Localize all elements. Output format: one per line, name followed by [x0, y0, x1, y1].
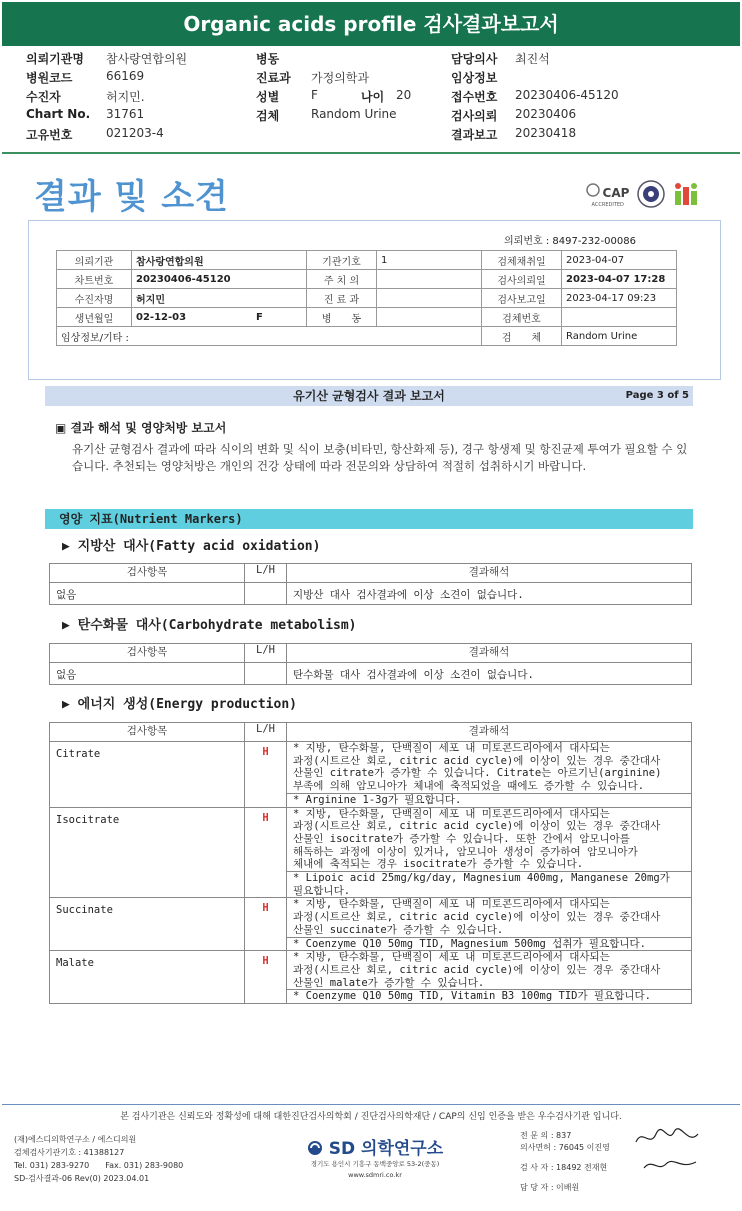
- cell: 진 료 과: [307, 289, 377, 308]
- col-lh: L/H: [245, 564, 287, 583]
- cap-text: CAP: [602, 185, 630, 200]
- energy-title: ▶ 에너지 생성(Energy production): [62, 697, 297, 712]
- label: 임상정보: [451, 71, 498, 85]
- label: 진료과: [256, 71, 291, 85]
- col-result: 결과해석: [287, 644, 692, 663]
- energy-table: [49, 722, 692, 1004]
- fatty-table: [49, 563, 692, 605]
- cell: 병 동: [307, 308, 377, 327]
- label: 고유번호: [26, 128, 73, 142]
- label: 병동: [256, 52, 280, 66]
- request-number: 의뢰번호 : 8497-232-00086: [504, 236, 636, 247]
- cell: Random Urine: [562, 327, 677, 346]
- col-lh: L/H: [245, 723, 287, 742]
- value: 021203-4: [106, 126, 164, 140]
- label: 담당의사: [451, 52, 498, 66]
- divider: [2, 152, 740, 154]
- label: 접수번호: [451, 90, 498, 104]
- label: 검체: [256, 109, 280, 123]
- item: Citrate: [50, 742, 245, 808]
- col-result: 결과해석: [287, 564, 692, 583]
- section-text: 유기산 균형검사 결과에 따라 식이의 변화 및 식이 보충(비타민, 항산화제 등), 경구 항생제 및 항진균제 투여가 필요할 수 있습니다. 추천되는 영양처방은 개인의 건강 상태에 따라 전문의와 상담하여 적절히 섭취하시기 바랍니다.: [72, 442, 688, 473]
- cell: [377, 270, 482, 289]
- cell: 검체번호: [482, 308, 562, 327]
- item: Malate: [50, 951, 245, 1004]
- footer-line: 검 사 자 : 18492 전재현: [520, 1163, 608, 1172]
- cell: 검사의뢰일: [482, 270, 562, 289]
- birthdate: 02-12-03: [136, 311, 187, 323]
- value: 허지민.: [106, 90, 145, 104]
- cell: 기관기호: [307, 251, 377, 270]
- value: 66169: [106, 69, 145, 83]
- footer-line: 담 당 자 : 이배원: [520, 1183, 580, 1192]
- result-rx: * Coenzyme Q10 50mg TID, Vitamin B3 100mg TID가 필요합니다.: [287, 990, 692, 1004]
- cell: 20230406-45120: [132, 270, 307, 289]
- cell: [377, 289, 482, 308]
- cell: 검 체: [482, 327, 562, 346]
- company-address: 경기도 용인시 기흥구 동백중앙로 53-2(중동): [310, 1160, 440, 1168]
- cell: [377, 308, 482, 327]
- value: 20230406: [515, 107, 577, 121]
- value: 20230418: [515, 126, 577, 140]
- cell: [132, 308, 307, 327]
- footer-note: 본 검사기관은 신뢰도와 정확성에 대해 대한진단검사의학회 / 진단검사의학재단 / CAP의 신임 인증을 받은 우수검사기관 입니다.: [120, 1112, 622, 1122]
- value: 최진석: [515, 52, 550, 66]
- col-item: 검사항목: [50, 644, 245, 663]
- sd-logo-icon: [307, 1140, 323, 1156]
- company-web: www.sdmri.co.kr: [348, 1171, 402, 1179]
- value: 20230406-45120: [515, 88, 619, 102]
- label: 검사의뢰: [451, 109, 498, 123]
- footer-center: [300, 1134, 450, 1181]
- cell: 수진자명: [57, 289, 132, 308]
- accreditation-logos: [586, 180, 699, 212]
- section-heading: ▣ 결과 해석 및 영양처방 보고서: [55, 421, 227, 435]
- results-title: 결과 및 소견: [34, 177, 229, 217]
- footer-line: Tel. 031) 283-9270 Fax. 031) 283-9080: [14, 1161, 184, 1170]
- label: 나이: [361, 90, 385, 104]
- col-lh: L/H: [245, 644, 287, 663]
- cell: 의뢰기관: [57, 251, 132, 270]
- footer-line: 전 문 의 : 837: [520, 1131, 572, 1140]
- cell: 참사랑연합의원: [132, 251, 307, 270]
- company-logo: [300, 1134, 450, 1159]
- value: F: [311, 88, 318, 102]
- col-result: 결과해석: [287, 723, 692, 742]
- lh: [245, 583, 287, 605]
- cell: 검사보고일: [482, 289, 562, 308]
- result-rx: * Arginine 1-3g가 필요합니다.: [287, 793, 692, 807]
- company-name: SD 의학연구소: [328, 1139, 444, 1159]
- footer-right: [520, 1130, 610, 1194]
- result-rx: * Coenzyme Q10 50mg TID, Magnesium 500mg 섭취가 필요합니다.: [287, 937, 692, 951]
- value: 31761: [106, 107, 145, 121]
- footer-line: 의사면허 : 76045 이진영: [520, 1143, 610, 1152]
- signature-icon: [632, 1126, 702, 1150]
- sex: F: [256, 311, 263, 323]
- label: 병원코드: [26, 71, 73, 85]
- cap-sub: ACCREDITED: [591, 201, 624, 208]
- footer-divider: [2, 1104, 740, 1105]
- value: Random Urine: [311, 107, 397, 121]
- label: Chart No.: [26, 107, 91, 121]
- result: 탄수화물 대사 검사결과에 이상 소견이 없습니다.: [287, 663, 692, 685]
- result-desc: * 지방, 탄수화물, 단백질이 세포 내 미토콘드리아에서 대사되는 과정(시트르산 회로, citric acid cycle)에 이상이 있는 경우 중간대사 산물인 citrate가 증가할 수 있습니다. Citrate는 아르기닌(arginine) 부족에 의해 암모니아가 체내에 축적되었을 때에도 증가할 수 있습니다.: [287, 742, 692, 794]
- cell: 주 치 의: [307, 270, 377, 289]
- result: 지방산 대사 검사결과에 이상 소견이 없습니다.: [287, 583, 692, 605]
- cell: 차트번호: [57, 270, 132, 289]
- band-title: 유기산 균형검사 결과 보고서: [293, 389, 445, 403]
- label: 결과보고: [451, 128, 498, 142]
- cell: 생년월일: [57, 308, 132, 327]
- footer-left: [14, 1133, 183, 1185]
- lab-logo-icon: [673, 181, 699, 211]
- lh: H: [245, 951, 287, 1004]
- cell: 허지민: [132, 289, 307, 308]
- page-indicator: Page 3 of 5: [625, 390, 689, 401]
- cell: [562, 308, 677, 327]
- cap-logo-icon: [586, 183, 629, 210]
- carb-title: ▶ 탄수화물 대사(Carbohydrate metabolism): [62, 618, 357, 633]
- fatty-title: ▶ 지방산 대사(Fatty acid oxidation): [62, 539, 321, 554]
- lh: H: [245, 742, 287, 808]
- cell: 임상정보/기타 :: [57, 327, 482, 346]
- footer-line: SD-검사결과-06 Rev(0) 2023.04.01: [14, 1174, 150, 1183]
- lh: H: [245, 807, 287, 898]
- lh: H: [245, 898, 287, 951]
- cell: 검체채취일: [482, 251, 562, 270]
- value: 참사랑연합의원: [106, 52, 188, 66]
- nutrient-band: 영양 지표(Nutrient Markers): [45, 509, 693, 529]
- carb-table: [49, 643, 692, 685]
- cell: 1: [377, 251, 482, 270]
- value: 20: [396, 88, 412, 102]
- item: 없음: [50, 583, 245, 605]
- seal-icon: [637, 180, 665, 212]
- item: Succinate: [50, 898, 245, 951]
- footer-line: 검체검사기관기호 : 41388127: [14, 1148, 125, 1157]
- value: 가정의학과: [311, 71, 369, 85]
- label: 의뢰기관명: [26, 52, 84, 66]
- lh: [245, 663, 287, 685]
- item: 없음: [50, 663, 245, 685]
- footer-line: (재)에스디의학연구소 / 에스디의원: [14, 1135, 137, 1144]
- label: 성별: [256, 90, 280, 104]
- cell: 2023-04-07 17:28: [562, 270, 677, 289]
- signature-icon: [640, 1154, 700, 1176]
- result-desc: * 지방, 탄수화물, 단백질이 세포 내 미토콘드리아에서 대사되는 과정(시트르산 회로, citric acid cycle)에 이상이 있는 경우 중간대사 산물인 isocitrate가 증가할 수 있습니다. 또한 간에서 암모니아를 해독하는 과정에 이상이 있거나, 암모니아 생성이 증가하여 암모니아가 체내에 축적되는 경우 isocitrate가 증가할 수 있습니다.: [287, 807, 692, 872]
- result-desc: * 지방, 탄수화물, 단백질이 세포 내 미토콘드리아에서 대사되는 과정(시트르산 회로, citric acid cycle)에 이상이 있는 경우 중간대사 산물인 succinate가 증가할 수 있습니다.: [287, 898, 692, 937]
- header-info: [26, 50, 726, 145]
- report-title: Organic acids profile 검사결과보고서: [2, 2, 740, 46]
- result-desc: * 지방, 탄수화물, 단백질이 세포 내 미토콘드리아에서 대사되는 과정(시트르산 회로, citric acid cycle)에 이상이 있는 경우 중간대사 산물인 malate가 증가할 수 있습니다.: [287, 951, 692, 990]
- patient-table: [56, 250, 677, 346]
- cell: 2023-04-07: [562, 251, 677, 270]
- col-item: 검사항목: [50, 564, 245, 583]
- cell: 2023-04-17 09:23: [562, 289, 677, 308]
- item: Isocitrate: [50, 807, 245, 898]
- result-rx: * Lipoic acid 25mg/kg/day, Magnesium 400mg, Manganese 20mg가 필요합니다.: [287, 872, 692, 898]
- col-item: 검사항목: [50, 723, 245, 742]
- report-band: [45, 386, 693, 406]
- label: 수진자: [26, 90, 61, 104]
